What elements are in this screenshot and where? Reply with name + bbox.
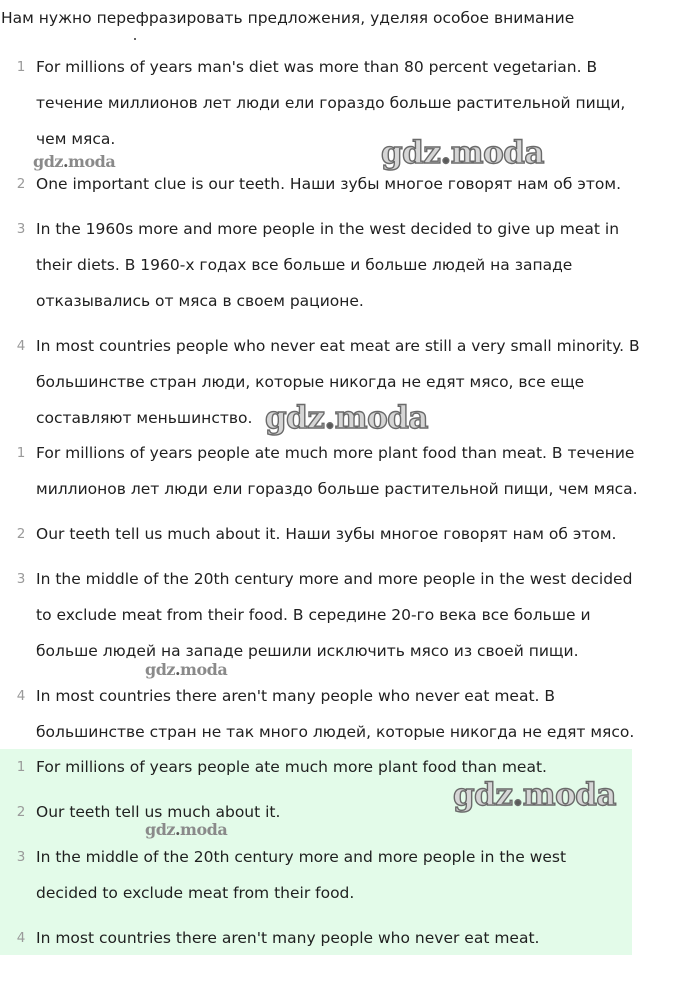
item-number: 4 bbox=[16, 930, 26, 946]
watermark-logo: gdz.moda bbox=[453, 777, 617, 813]
item-number: 3 bbox=[16, 221, 26, 237]
item-number: 3 bbox=[16, 849, 26, 865]
item-text: In most countries people who never eat meat are still a very small minority. В большинстве стран люди, которые никогда не едят мясо, все еще составляют меньшинство. bbox=[36, 337, 640, 427]
item-text: Our teeth tell us much about it. Наши зубы многое говорят нам об этом. bbox=[36, 525, 617, 543]
item-number: 3 bbox=[16, 571, 26, 587]
item-text: In most countries there aren't many people who never eat meat. В большинстве стран не так много людей, которые никогда не едят мясо. bbox=[36, 687, 635, 741]
item-number: 2 bbox=[16, 804, 26, 820]
item-text: For millions of years people ate much more plant food than meat. В течение миллионов лет люди ели гораздо больше растительной пищи, чем мяса. bbox=[36, 444, 638, 498]
item-number: 4 bbox=[16, 338, 26, 354]
item-text: In the middle of the 20th century more and more people in the west decided to exclude meat from their food. bbox=[36, 848, 567, 902]
item-number: 4 bbox=[16, 688, 26, 704]
item-number: 1 bbox=[16, 445, 26, 461]
item-text: For millions of years man's diet was more than 80 percent vegetarian. В течение миллионов лет люди ели гораздо больше растительной пищи, чем мяса. bbox=[36, 58, 626, 148]
item-text: In the 1960s more and more people in the west decided to give up meat in their diets. В 1960-х годах все больше и больше людей на западе отказывались от мяса в своем рационе. bbox=[36, 220, 620, 310]
watermark-logo: gdz.moda bbox=[145, 660, 228, 679]
item-text: For millions of years people ate much more plant food than meat. bbox=[36, 758, 547, 776]
stray-dot bbox=[134, 38, 136, 40]
item-text: In most countries there aren't many people who never eat meat. bbox=[36, 929, 540, 947]
watermark-logo: gdz.moda bbox=[265, 400, 429, 436]
item-text: In the middle of the 20th century more and more people in the west decided to exclude meat from their food. В середине 20-го века все больше и больше людей на западе решили исключить мясо из своей пищи. bbox=[36, 570, 633, 660]
item-number: 2 bbox=[16, 176, 26, 192]
item-number: 1 bbox=[16, 759, 26, 775]
item-number: 2 bbox=[16, 526, 26, 542]
item-number: 1 bbox=[16, 59, 26, 75]
item-text: Our teeth tell us much about it. bbox=[36, 803, 281, 821]
task-instruction: Нам нужно перефразировать предложения, уделяя особое внимание bbox=[1, 9, 575, 27]
item-text: One important clue is our teeth. Наши зубы многое говорят нам об этом. bbox=[36, 175, 622, 193]
watermark-logo: gdz.moda bbox=[33, 152, 116, 171]
watermark-logo: gdz.moda bbox=[381, 135, 545, 171]
watermark-logo: gdz.moda bbox=[145, 820, 228, 839]
